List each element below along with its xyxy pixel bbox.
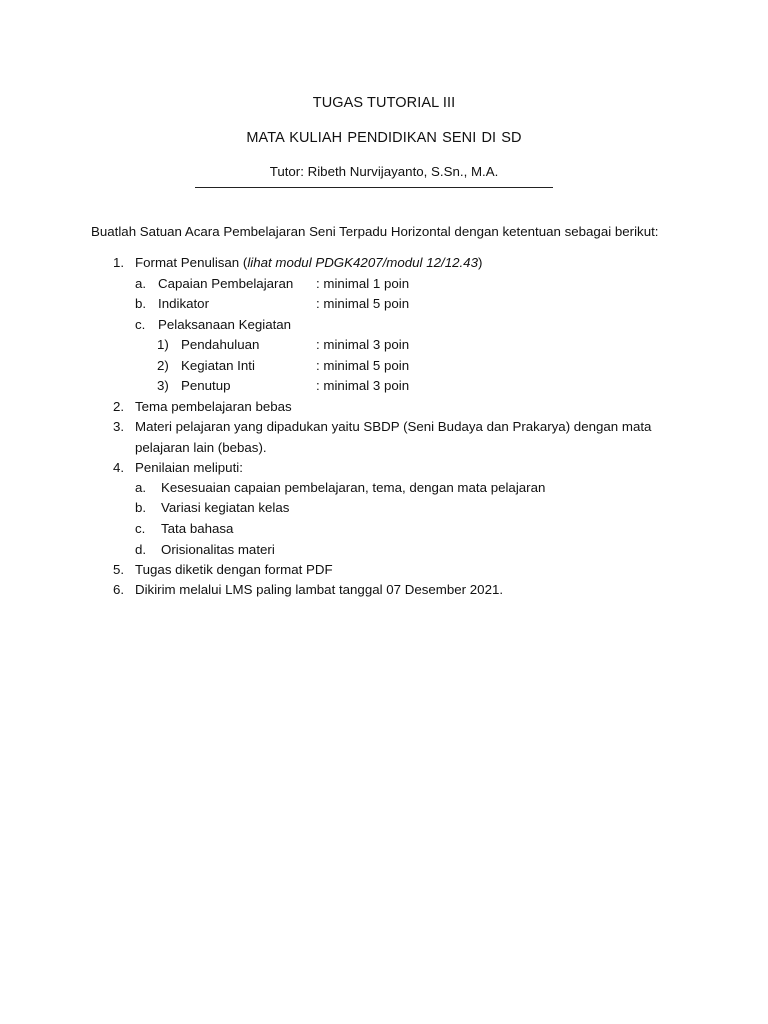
subsub-value: : minimal 3 poin <box>316 337 410 352</box>
list-label: Materi pelajaran yang dipadukan yaitu SBDP (Seni Budaya dan Prakarya) dengan mata <box>135 419 652 434</box>
subsub-value: : minimal 3 poin <box>316 378 410 393</box>
list-label: Tema pembelajaran bebas <box>135 399 292 414</box>
list-number: 1. <box>113 255 125 270</box>
sub-number: c. <box>135 317 146 332</box>
subsub-number: 3) <box>157 378 169 393</box>
sub-number: d. <box>135 542 147 557</box>
sub-value: : minimal 1 poin <box>316 276 410 291</box>
subsub-label: Penutup <box>181 378 231 393</box>
sub-label: Tata bahasa <box>161 521 234 536</box>
label-text: ) <box>477 255 483 270</box>
list-number: 2. <box>113 399 125 414</box>
list-label: pelajaran lain (bebas). <box>135 440 267 455</box>
subsub-number: 2) <box>157 358 169 373</box>
subsub-label: Pendahuluan <box>181 337 260 352</box>
list-number: 4. <box>113 460 125 475</box>
header-divider <box>195 187 553 188</box>
list-label <box>135 255 482 271</box>
subsub-number: 1) <box>157 337 169 352</box>
list-label: Tugas diketik dengan format PDF <box>135 562 333 577</box>
sub-label: Capaian Pembelajaran <box>158 276 294 291</box>
sub-number: b. <box>135 296 147 311</box>
subsub-value: : minimal 5 poin <box>316 358 410 373</box>
sub-label: Kesesuaian capaian pembelajaran, tema, dengan mata pelajaran <box>161 480 546 495</box>
sub-number: b. <box>135 500 147 515</box>
module-reference: lihat modul PDGK4207/modul 12/12.43 <box>247 255 478 270</box>
sub-label: Orisionalitas materi <box>161 542 275 557</box>
document-title: TUGAS TUTORIAL III <box>312 95 456 111</box>
course-title: MATA KULIAH PENDIDIKAN SENI DI SD <box>246 130 522 146</box>
tutor-line: Tutor: Ribeth Nurvijayanto, S.Sn., M.A. <box>269 164 499 179</box>
list-number: 5. <box>113 562 125 577</box>
sub-label: Variasi kegiatan kelas <box>161 500 290 515</box>
instruction-intro: Buatlah Satuan Acara Pembelajaran Seni Terpadu Horizontal dengan ketentuan sebagai berikut: <box>91 224 659 239</box>
sub-number: a. <box>135 480 147 495</box>
label-text: Format Penulisan ( <box>135 255 248 270</box>
list-label: Dikirim melalui LMS paling lambat tanggal 07 Desember 2021. <box>135 582 504 597</box>
list-number: 3. <box>113 419 125 434</box>
list-label: Penilaian meliputi: <box>135 460 243 475</box>
subsub-label: Kegiatan Inti <box>181 358 255 373</box>
sub-number: c. <box>135 521 146 536</box>
list-number: 6. <box>113 582 125 597</box>
sub-number: a. <box>135 276 147 291</box>
sub-value: : minimal 5 poin <box>316 296 410 311</box>
sub-label: Indikator <box>158 296 209 311</box>
sub-label: Pelaksanaan Kegiatan <box>158 317 292 332</box>
